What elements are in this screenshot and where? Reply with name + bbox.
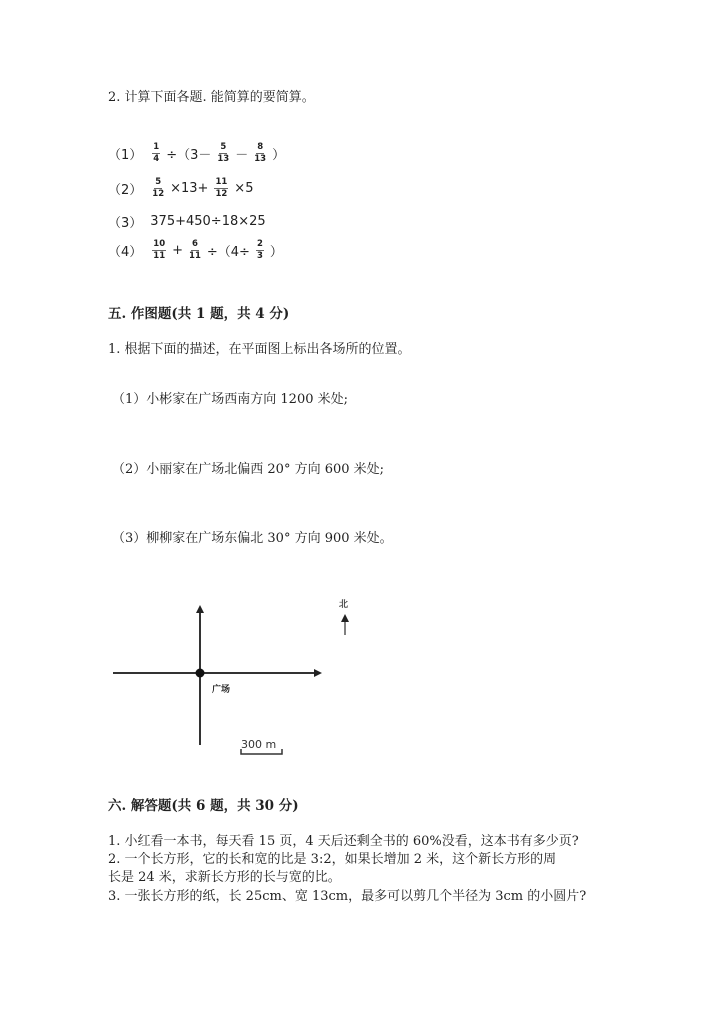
plaza-label: 广场 [212, 685, 231, 695]
section-six-heading: 六. 解答题(共 6 题，共 30 分) [108, 798, 299, 814]
expression-text: ×5 [234, 181, 254, 196]
answer-question-2-line-1: 2. 一个长方形，它的长和宽的比是 3:2，如果长增加 2 米，这个新长方形的周 [108, 852, 557, 867]
answer-question-2-line-2: 长是 24 米，求新长方形的长与宽的比。 [108, 870, 341, 885]
fraction: $\frac{6}{11}$ [189, 239, 201, 261]
calc-section-title: 2. 计算下面各题. 能简算的要简算。 [108, 90, 315, 105]
expression-text: － [235, 148, 249, 163]
drawing-item-1: （1）小彬家在广场西南方向 1200 米处; [112, 392, 348, 407]
expression-text: + [172, 243, 184, 258]
problem-label: （1） [108, 148, 143, 163]
fraction: $\frac{1}{4}$ [153, 142, 160, 164]
expression-text: ） [269, 245, 283, 260]
expression-text: 375+450÷18×25 [150, 214, 266, 229]
fraction: $\frac{10}{11}$ [153, 239, 166, 261]
drawing-item-2: （2）小丽家在广场北偏西 20° 方向 600 米处; [112, 462, 385, 477]
fraction: $\frac{5}{12}$ [152, 177, 165, 199]
fraction: $\frac{11}{12}$ [215, 177, 228, 199]
scale-label: 300 m [241, 738, 277, 751]
drawing-item-3: （3）柳柳家在广场东偏北 30° 方向 900 米处。 [112, 531, 393, 546]
problem-label: （4） [108, 245, 143, 260]
fraction: $\frac{8}{13}$ [254, 142, 267, 164]
north-label: 北 [339, 600, 349, 610]
expression-text: ÷（3－ [166, 148, 212, 163]
section-five-heading: 五. 作图题(共 1 题，共 4 分) [108, 306, 290, 322]
expression-text: ÷（4÷ [206, 245, 250, 260]
problem-label: （3） [108, 216, 143, 231]
fraction: $\frac{2}{3}$ [256, 239, 263, 261]
plaza-point [196, 669, 205, 678]
expression-text: ×13+ [170, 181, 209, 196]
problem-label: （2） [108, 183, 143, 198]
expression-text: ） [272, 148, 286, 163]
section-five-question: 1. 根据下面的描述，在平面图上标出各场所的位置。 [108, 342, 411, 357]
fraction: $\frac{5}{13}$ [217, 142, 230, 164]
answer-question-1: 1. 小红看一本书，每天看 15 页，4 天后还剩全书的 60%没看，这本书有多少页? [108, 834, 579, 849]
answer-question-3: 3. 一张长方形的纸，长 25cm、宽 13cm，最多可以剪几个半径为 3cm 的小圆片? [108, 889, 587, 904]
